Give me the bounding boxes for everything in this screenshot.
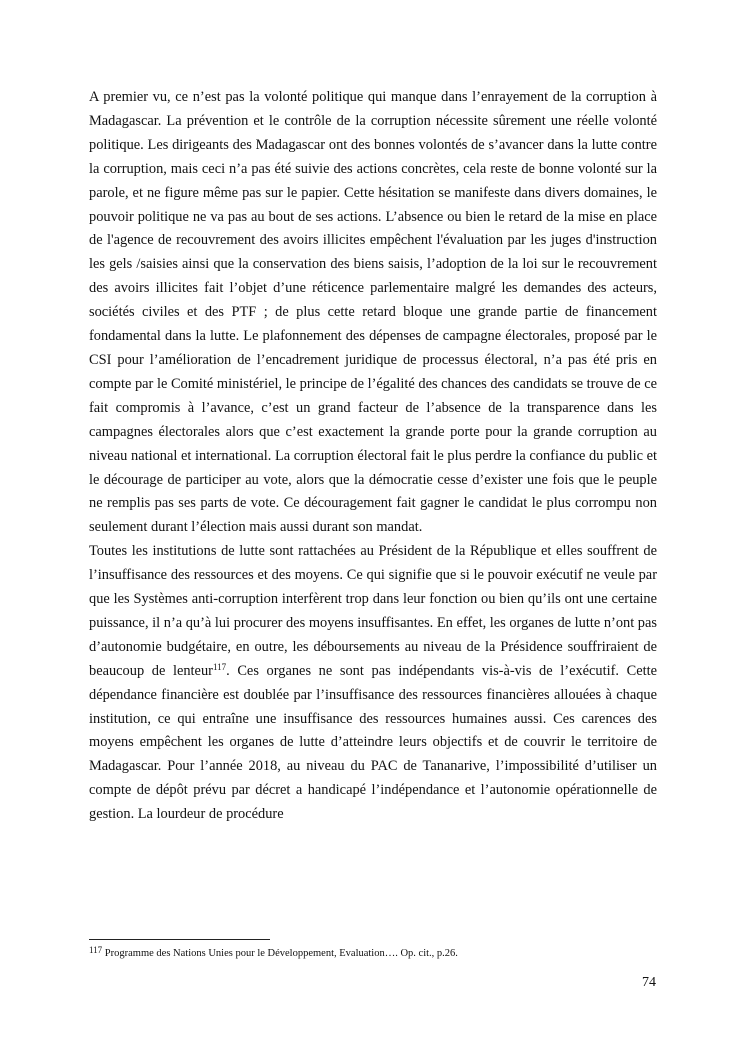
footnote-text: Programme des Nations Unies pour le Développement, Evaluation…. Op. cit., p.26. xyxy=(102,948,458,959)
paragraph-2-text-end: . Ces organes ne sont pas indépendants vis-à-vis de l’exécutif. Cette dépendance financière est doublée par l’insuffisance des ressources financières allouées à chaque institution, ce qui entraîne une insuffisance des ressources humaines aussi. Ces carences des moyens empêchent les organes de lutte d’atteindre leurs objectifs et de couvrir le territoire de Madagascar. Pour l’année 2018, au niveau du PAC de Tananarive, l’impossibilité d’utiliser un compte de dépôt prévu par décret a handicapé l’indépendance et l’autonomie opérationnelle de gestion. La lourdeur de procédure xyxy=(89,662,657,823)
main-body-text xyxy=(89,86,657,827)
page-number: 74 xyxy=(642,975,656,990)
footnote-number: 117 xyxy=(89,945,103,955)
footnote xyxy=(89,947,657,961)
paragraph-2-text-start: Toutes les institutions de lutte sont rattachées au Président de la République et elles souffrent de l’insuffisance des ressources et des moyens. Ce qui signifie que si le pouvoir exécutif ne veule par que les Systèmes anti-corruption interfèrent trop dans leur fonction ou bien qu’ils ont une certaine puissance, il n’a qu’à lui procurer des moyens insuffisantes. En effet, les organes de lutte n’ont pas d’autonomie budgétaire, en outre, les déboursements au niveau de la Présidence souffriraient de beaucoup de lenteur xyxy=(89,543,657,679)
paragraph-1: A premier vu, ce n’est pas la volonté politique qui manque dans l’enrayement de la corruption à Madagascar. La prévention et le contrôle de la corruption nécessite sûrement une réelle volonté politique. Les dirigeants des Madagascar ont des bonnes volontés de s’avancer dans la lutte contre la corruption, mais ceci n’a pas été suivie des actions concrètes, cela reste de bonne volonté sur la parole, et ne figure même pas sur le papier. Cette hésitation se manifeste dans divers domaines, le pouvoir politique ne va pas au bout de ses actions. L’absence ou bien le retard de la mise en place de l'agence de recouvrement des avoirs illicites empêchent l'évaluation par les juges d'instruction les gels /saisies ainsi que la conservation des biens saisis, l’adoption de la loi sur le recouvrement des avoirs illicites fait l’objet d’une réticence parlementaire malgré les demandes des acteurs, sociétés civiles et des PTF ; de plus cette retard bloque une grande partie de financement fondamental dans la lutte. Le plafonnement des dépenses de campagne électorales, proposé par le CSI pour l’amélioration de l’encadrement juridique de processus électoral, n’a pas été pris en compte par le Comité ministériel, le principe de l’égalité des chances des candidats se trouve de ce fait compromis à l’avance, c’est un grand facteur de l’absence de la transparence dans les campagnes électorales alors que c’est exactement la grande porte pour la grande corruption au niveau national et international. La corruption électoral fait le plus perdre la confiance du public et le décourage de participer au vote, alors que la démocratie cesse d’exister une fois que le peuple ne remplis pas ses parts de vote. Ce découragement fait gagner le candidat le plus corrompu non seulement durant l’élection mais aussi durant son mandat. xyxy=(89,89,657,536)
footnote-reference[interactable]: 117 xyxy=(212,661,227,672)
paragraph-2 xyxy=(89,540,657,827)
footnote-separator xyxy=(89,939,270,940)
